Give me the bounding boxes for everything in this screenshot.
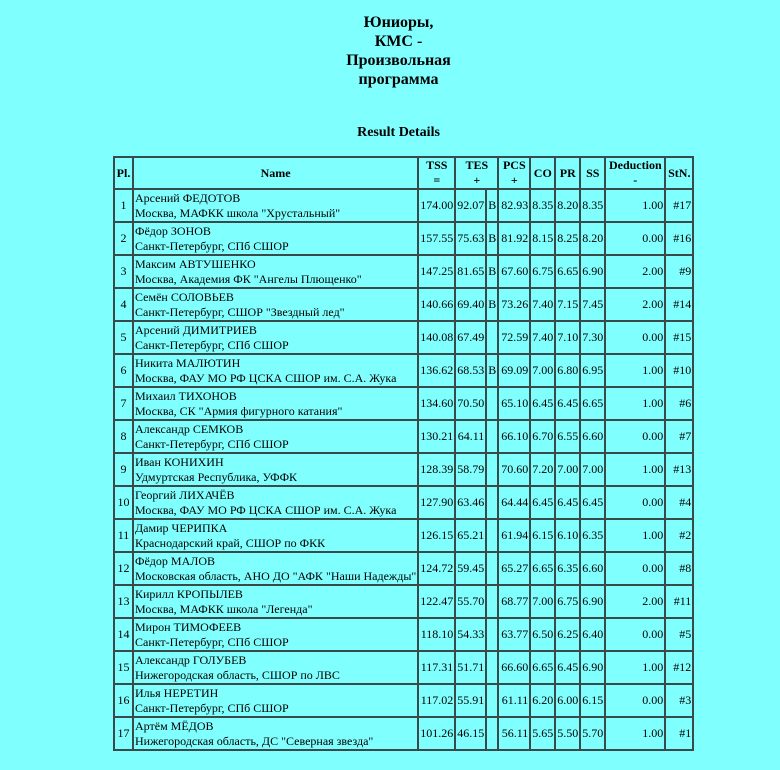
skater-cell <box>133 519 418 552</box>
deduction-cell: 0.00 <box>605 618 665 651</box>
table-row <box>114 519 693 552</box>
col-header-co: CO <box>530 157 555 189</box>
co-cell: 8.15 <box>530 222 555 255</box>
placement-cell: 3 <box>114 255 133 288</box>
tss-cell: 118.10 <box>418 618 455 651</box>
title-line: Произвольная <box>346 52 451 69</box>
skater-name: Георгий ЛИХАЧЁВ <box>135 487 235 502</box>
bonus-marker-cell <box>486 486 498 519</box>
pcs-cell: 69.09 <box>498 354 530 387</box>
co-cell: 7.40 <box>530 288 555 321</box>
skater-club: Санкт-Петербург, СПб СШОР <box>135 238 289 253</box>
start-number-cell: #7 <box>665 420 693 453</box>
start-number-cell: #1 <box>665 717 693 750</box>
skater-club: Санкт-Петербург, СШОР "Звездный лед" <box>135 304 345 319</box>
col-header-tss-sign: = <box>433 173 441 187</box>
tss-cell: 157.55 <box>418 222 455 255</box>
tes-cell: 70.50 <box>455 387 486 420</box>
co-cell: 7.20 <box>530 453 555 486</box>
placement-cell: 2 <box>114 222 133 255</box>
tes-cell: 65.21 <box>455 519 486 552</box>
skater-name: Мирон ТИМОФЕЕВ <box>135 619 242 634</box>
tes-cell: 54.33 <box>455 618 486 651</box>
tes-cell: 58.79 <box>455 453 486 486</box>
col-header-ss: SS <box>580 157 605 189</box>
skater-cell <box>133 387 418 420</box>
tss-cell: 147.25 <box>418 255 455 288</box>
skater-club: Москва, СК "Армия фигурного катания" <box>135 403 343 418</box>
placement-cell: 1 <box>114 189 133 222</box>
skater-name: Арсений ДИМИТРИЕВ <box>135 322 257 337</box>
bonus-marker-cell <box>486 618 498 651</box>
tss-cell: 117.31 <box>418 651 455 684</box>
ss-cell: 6.95 <box>580 354 605 387</box>
co-cell: 6.75 <box>530 255 555 288</box>
start-number-cell: #2 <box>665 519 693 552</box>
skater-cell <box>133 651 418 684</box>
ss-cell: 6.90 <box>580 255 605 288</box>
skater-club: Нижегородская область, ДС "Северная звезда" <box>135 733 374 748</box>
pr-cell: 8.25 <box>555 222 580 255</box>
placement-cell: 10 <box>114 486 133 519</box>
table-row <box>114 420 693 453</box>
skater-club: Краснодарский край, СШОР по ФКК <box>135 535 326 550</box>
placement-cell: 17 <box>114 717 133 750</box>
co-cell: 7.00 <box>530 354 555 387</box>
section-subtitle: Result Details <box>357 125 440 140</box>
ss-cell: 6.90 <box>580 585 605 618</box>
skater-club: Санкт-Петербург, СПб СШОР <box>135 700 289 715</box>
pcs-cell: 65.10 <box>498 387 530 420</box>
ss-cell: 6.40 <box>580 618 605 651</box>
pr-cell: 6.45 <box>555 387 580 420</box>
co-cell: 8.35 <box>530 189 555 222</box>
title-line: Юниоры, <box>363 14 434 31</box>
col-header-pcs <box>498 157 530 189</box>
pr-cell: 7.00 <box>555 453 580 486</box>
placement-cell: 14 <box>114 618 133 651</box>
co-cell: 6.65 <box>530 651 555 684</box>
pcs-cell: 81.92 <box>498 222 530 255</box>
bonus-marker-cell <box>486 519 498 552</box>
start-number-cell: #10 <box>665 354 693 387</box>
col-header-pcs-label: PCS <box>502 158 526 172</box>
bonus-marker-cell: B <box>486 255 498 288</box>
skater-cell <box>133 255 418 288</box>
col-header-pr: PR <box>555 157 580 189</box>
ss-cell: 7.45 <box>580 288 605 321</box>
pr-cell: 6.65 <box>555 255 580 288</box>
placement-cell: 8 <box>114 420 133 453</box>
ss-cell: 8.20 <box>580 222 605 255</box>
deduction-cell: 1.00 <box>605 387 665 420</box>
tes-cell: 81.65 <box>455 255 486 288</box>
table-row <box>114 684 693 717</box>
ss-cell: 5.70 <box>580 717 605 750</box>
deduction-cell: 2.00 <box>605 585 665 618</box>
pr-cell: 6.10 <box>555 519 580 552</box>
skater-cell <box>133 717 418 750</box>
start-number-cell: #5 <box>665 618 693 651</box>
skater-name: Максим АВТУШЕНКО <box>135 256 256 271</box>
pr-cell: 7.15 <box>555 288 580 321</box>
tes-cell: 75.63 <box>455 222 486 255</box>
pr-cell: 6.45 <box>555 651 580 684</box>
bonus-marker-cell: B <box>486 189 498 222</box>
skater-club: Санкт-Петербург, СПб СШОР <box>135 436 289 451</box>
tss-cell: 101.26 <box>418 717 455 750</box>
col-header-name: Name <box>133 157 418 189</box>
pr-cell: 6.55 <box>555 420 580 453</box>
deduction-cell: 0.00 <box>605 684 665 717</box>
results-body <box>114 189 693 750</box>
table-row <box>114 255 693 288</box>
tss-cell: 127.90 <box>418 486 455 519</box>
skater-name: Артём МЁДОВ <box>135 718 214 733</box>
pcs-cell: 66.10 <box>498 420 530 453</box>
tes-cell: 59.45 <box>455 552 486 585</box>
results-table <box>113 156 694 751</box>
pcs-cell: 70.60 <box>498 453 530 486</box>
skater-name: Иван КОНИХИН <box>135 454 224 469</box>
deduction-cell: 1.00 <box>605 354 665 387</box>
co-cell: 6.45 <box>530 387 555 420</box>
ss-cell: 6.35 <box>580 519 605 552</box>
skater-cell <box>133 420 418 453</box>
skater-cell <box>133 354 418 387</box>
co-cell: 5.65 <box>530 717 555 750</box>
skater-name: Кирилл КРОПЫЛЕВ <box>135 586 243 601</box>
deduction-cell: 0.00 <box>605 222 665 255</box>
col-header-pcs-sign: + <box>510 173 518 187</box>
ss-cell: 6.65 <box>580 387 605 420</box>
start-number-cell: #8 <box>665 552 693 585</box>
pcs-cell: 64.44 <box>498 486 530 519</box>
co-cell: 6.20 <box>530 684 555 717</box>
table-row <box>114 387 693 420</box>
placement-cell: 16 <box>114 684 133 717</box>
pcs-cell: 82.93 <box>498 189 530 222</box>
bonus-marker-cell <box>486 717 498 750</box>
placement-cell: 5 <box>114 321 133 354</box>
skater-club: Нижегородская область, СШОР по ЛВС <box>135 667 340 682</box>
bonus-marker-cell <box>486 453 498 486</box>
placement-cell: 9 <box>114 453 133 486</box>
col-header-tes-sign: + <box>473 173 481 187</box>
skater-name: Михаил ТИХОНОВ <box>135 388 237 403</box>
page-title <box>0 13 780 89</box>
skater-club: Московская область, АНО ДО "АФК "Наши Надежды" <box>135 568 417 583</box>
start-number-cell: #9 <box>665 255 693 288</box>
ss-cell: 8.35 <box>580 189 605 222</box>
pr-cell: 5.50 <box>555 717 580 750</box>
tss-cell: 126.15 <box>418 519 455 552</box>
skater-club: Санкт-Петербург, СПб СШОР <box>135 337 289 352</box>
pcs-cell: 72.59 <box>498 321 530 354</box>
skater-cell <box>133 486 418 519</box>
tss-cell: 136.62 <box>418 354 455 387</box>
ss-cell: 6.60 <box>580 552 605 585</box>
tes-cell: 92.07 <box>455 189 486 222</box>
bonus-marker-cell <box>486 651 498 684</box>
tss-cell: 117.02 <box>418 684 455 717</box>
skater-club: Санкт-Петербург, СПб СШОР <box>135 634 289 649</box>
deduction-cell: 2.00 <box>605 288 665 321</box>
tes-cell: 64.11 <box>455 420 486 453</box>
pcs-cell: 61.94 <box>498 519 530 552</box>
tss-cell: 122.47 <box>418 585 455 618</box>
tes-cell: 67.49 <box>455 321 486 354</box>
pr-cell: 8.20 <box>555 189 580 222</box>
tes-cell: 46.15 <box>455 717 486 750</box>
placement-cell: 6 <box>114 354 133 387</box>
start-number-cell: #13 <box>665 453 693 486</box>
start-number-cell: #3 <box>665 684 693 717</box>
tss-cell: 128.39 <box>418 453 455 486</box>
co-cell: 6.70 <box>530 420 555 453</box>
table-row <box>114 618 693 651</box>
pcs-cell: 63.77 <box>498 618 530 651</box>
bonus-marker-cell: B <box>486 222 498 255</box>
skater-cell <box>133 288 418 321</box>
col-header-deduction-sign: - <box>633 173 638 187</box>
table-row <box>114 552 693 585</box>
deduction-cell: 0.00 <box>605 486 665 519</box>
table-row <box>114 651 693 684</box>
start-number-cell: #15 <box>665 321 693 354</box>
start-number-cell: #12 <box>665 651 693 684</box>
pr-cell: 6.35 <box>555 552 580 585</box>
tss-cell: 134.60 <box>418 387 455 420</box>
table-row <box>114 486 693 519</box>
pcs-cell: 73.26 <box>498 288 530 321</box>
col-header-stn: StN. <box>665 157 693 189</box>
skater-cell <box>133 321 418 354</box>
deduction-cell: 1.00 <box>605 189 665 222</box>
table-row <box>114 585 693 618</box>
pcs-cell: 67.60 <box>498 255 530 288</box>
tes-cell: 68.53 <box>455 354 486 387</box>
start-number-cell: #4 <box>665 486 693 519</box>
start-number-cell: #14 <box>665 288 693 321</box>
skater-cell <box>133 618 418 651</box>
start-number-cell: #11 <box>665 585 693 618</box>
pr-cell: 6.80 <box>555 354 580 387</box>
skater-name: Фёдор ЗОНОВ <box>135 223 211 238</box>
deduction-cell: 2.00 <box>605 255 665 288</box>
table-row <box>114 189 693 222</box>
placement-cell: 12 <box>114 552 133 585</box>
deduction-cell: 1.00 <box>605 651 665 684</box>
skater-club: Москва, МАФКК школа "Хрустальный" <box>135 205 341 220</box>
skater-club: Москва, ФАУ МО РФ ЦСКА СШОР им. С.А. Жука <box>135 370 397 385</box>
ss-cell: 7.00 <box>580 453 605 486</box>
deduction-cell: 0.00 <box>605 552 665 585</box>
start-number-cell: #17 <box>665 189 693 222</box>
pr-cell: 6.75 <box>555 585 580 618</box>
skater-name: Арсений ФЕДОТОВ <box>135 190 241 205</box>
skater-club: Москва, МАФКК школа "Легенда" <box>135 601 313 616</box>
table-row <box>114 453 693 486</box>
table-header-row <box>114 157 693 189</box>
pr-cell: 6.25 <box>555 618 580 651</box>
deduction-cell: 1.00 <box>605 453 665 486</box>
pcs-cell: 61.11 <box>498 684 530 717</box>
ss-cell: 6.90 <box>580 651 605 684</box>
col-header-deduction <box>605 157 665 189</box>
pcs-cell: 68.77 <box>498 585 530 618</box>
col-header-pl: Pl. <box>114 157 133 189</box>
bonus-marker-cell <box>486 684 498 717</box>
col-header-deduction-label: Deduction <box>608 158 662 172</box>
co-cell: 7.00 <box>530 585 555 618</box>
co-cell: 6.50 <box>530 618 555 651</box>
tss-cell: 124.72 <box>418 552 455 585</box>
skater-name: Александр СЕМКОВ <box>135 421 244 436</box>
deduction-cell: 1.00 <box>605 519 665 552</box>
skater-cell <box>133 222 418 255</box>
tes-cell: 55.91 <box>455 684 486 717</box>
skater-club: Удмуртская Республика, УФФК <box>135 469 298 484</box>
skater-name: Илья НЕРЕТИН <box>135 685 219 700</box>
tes-cell: 51.71 <box>455 651 486 684</box>
pr-cell: 6.00 <box>555 684 580 717</box>
pcs-cell: 65.27 <box>498 552 530 585</box>
deduction-cell: 0.00 <box>605 420 665 453</box>
skater-name: Дамир ЧЕРИПКА <box>135 520 228 535</box>
tes-cell: 55.70 <box>455 585 486 618</box>
skater-cell <box>133 453 418 486</box>
placement-cell: 7 <box>114 387 133 420</box>
skater-cell <box>133 552 418 585</box>
placement-cell: 4 <box>114 288 133 321</box>
bonus-marker-cell <box>486 585 498 618</box>
pcs-cell: 56.11 <box>498 717 530 750</box>
tss-cell: 140.08 <box>418 321 455 354</box>
bonus-marker-cell <box>486 552 498 585</box>
ss-cell: 6.45 <box>580 486 605 519</box>
tss-cell: 130.21 <box>418 420 455 453</box>
ss-cell: 6.15 <box>580 684 605 717</box>
deduction-cell: 1.00 <box>605 717 665 750</box>
title-line: программа <box>358 71 439 88</box>
skater-cell <box>133 189 418 222</box>
skater-name: Никита МАЛЮТИН <box>135 355 241 370</box>
pcs-cell: 66.60 <box>498 651 530 684</box>
col-header-tes-label: TES <box>465 158 489 172</box>
skater-name: Семён СОЛОВЬЕВ <box>135 289 234 304</box>
placement-cell: 13 <box>114 585 133 618</box>
skater-name: Александр ГОЛУБЕВ <box>135 652 247 667</box>
ss-cell: 7.30 <box>580 321 605 354</box>
skater-club: Москва, ФАУ МО РФ ЦСКА СШОР им. С.А. Жука <box>135 502 397 517</box>
bonus-marker-cell: B <box>486 288 498 321</box>
tss-cell: 174.00 <box>418 189 455 222</box>
co-cell: 7.40 <box>530 321 555 354</box>
table-row <box>114 321 693 354</box>
bonus-marker-cell <box>486 420 498 453</box>
col-header-tes <box>455 157 498 189</box>
title-line: КМС - <box>374 33 423 50</box>
table-row <box>114 222 693 255</box>
col-header-tss-label: TSS <box>426 158 448 172</box>
ss-cell: 6.60 <box>580 420 605 453</box>
table-row <box>114 354 693 387</box>
skater-cell <box>133 684 418 717</box>
pr-cell: 7.10 <box>555 321 580 354</box>
bonus-marker-cell: B <box>486 354 498 387</box>
deduction-cell: 0.00 <box>605 321 665 354</box>
tes-cell: 69.40 <box>455 288 486 321</box>
skater-club: Москва, Академия ФК "Ангелы Плющенко" <box>135 271 362 286</box>
skater-name: Фёдор МАЛОВ <box>135 553 216 568</box>
co-cell: 6.65 <box>530 552 555 585</box>
tss-cell: 140.66 <box>418 288 455 321</box>
table-row <box>114 717 693 750</box>
placement-cell: 11 <box>114 519 133 552</box>
tes-cell: 63.46 <box>455 486 486 519</box>
start-number-cell: #6 <box>665 387 693 420</box>
co-cell: 6.15 <box>530 519 555 552</box>
placement-cell: 15 <box>114 651 133 684</box>
col-header-tss <box>418 157 455 189</box>
table-row <box>114 288 693 321</box>
bonus-marker-cell <box>486 321 498 354</box>
bonus-marker-cell <box>486 387 498 420</box>
pr-cell: 6.45 <box>555 486 580 519</box>
start-number-cell: #16 <box>665 222 693 255</box>
skater-cell <box>133 585 418 618</box>
co-cell: 6.45 <box>530 486 555 519</box>
